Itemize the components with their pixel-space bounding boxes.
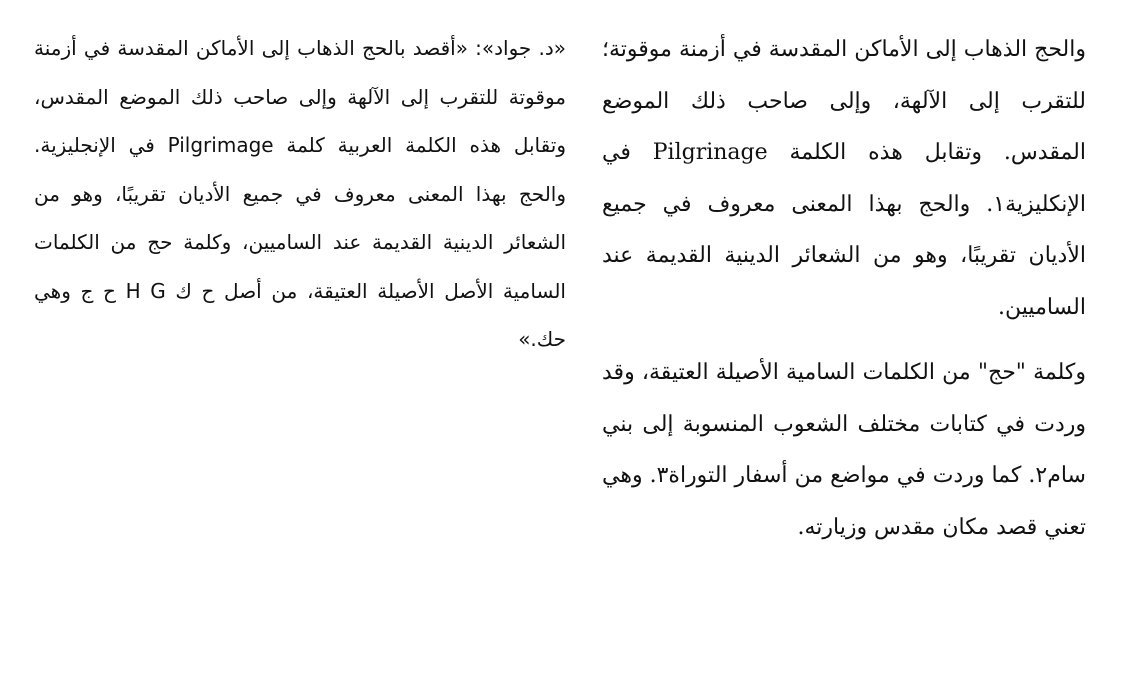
right-paragraph-2: وكلمة "حج" من الكلمات السامية الأصيلة العتيقة، وقد وردت في كتابات مختلف الشعوب المنسوبة إلى بني سام٢. كما وردت في مواضع من أسفار التوراة٣. وهي تعني قصد مكان مقدس وزيارته. xyxy=(602,360,1086,540)
right-paragraph-1: والحج الذهاب إلى الأماكن المقدسة في أزمنة موقوتة؛ للتقرب إلى الآلهة، وإلى صاحب ذلك الموضع المقدس. وتقابل هذه الكلمة Pilgrinage في الإنكليزية١. والحج بهذا المعنى معروف في جميع الأديان تقريبًا، وهو من الشعائر الدينية القديمة عند الساميين. xyxy=(602,37,1086,320)
right-column-text xyxy=(602,24,1086,553)
left-paragraph-1: «د. جواد»: «أقصد بالحج الذهاب إلى الأماكن المقدسة في أزمنة موقوتة للتقرب إلى الآلهة وإلى صاحب ذلك الموضع المقدس، وتقابل هذه الكلمة العربية كلمة Pilgrimage في الإنجليزية. والحج بهذا المعنى معروف في جميع الأديان تقريبًا، وهو من الشعائر الدينية القديمة عند الساميين، وكلمة حج من الكلمات السامية الأصل الأصيلة العتيقة، من أصل ح ك H G ح ج وهي حك.» xyxy=(34,36,566,351)
left-column-text xyxy=(34,24,566,364)
